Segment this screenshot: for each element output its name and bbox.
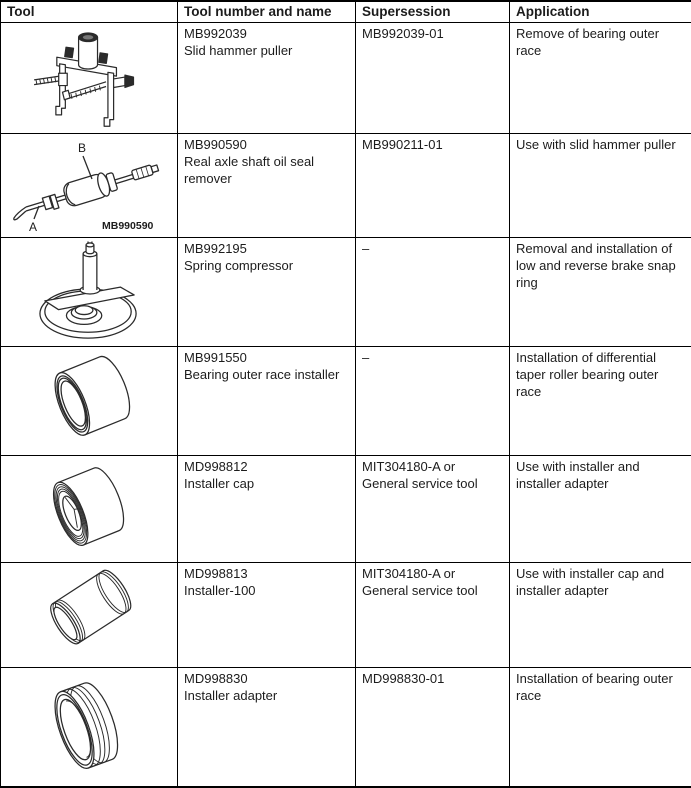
callout-label-a: A xyxy=(29,220,37,234)
application-cell: Installation of differential taper roller bearing outer race xyxy=(510,347,691,456)
tool-number-cell xyxy=(178,456,356,563)
table-row xyxy=(1,23,691,134)
tool-number-cell xyxy=(178,347,356,456)
tool-number: MD998813 xyxy=(184,565,351,582)
tool-number: MD998830 xyxy=(184,670,351,687)
spring-compressor-icon xyxy=(24,240,154,344)
supersession-cell: MIT304180-A or General service tool xyxy=(356,456,510,563)
tool-name: Spring compressor xyxy=(184,257,351,274)
tool-illustration-cell xyxy=(1,134,178,238)
application-cell: Use with slid hammer puller xyxy=(510,134,691,238)
application-cell: Remove of bearing outer race xyxy=(510,23,691,134)
tool-illustration-cell xyxy=(1,347,178,456)
table-row xyxy=(1,134,691,238)
callout-label-b: B xyxy=(78,141,86,155)
installer-adapter-icon xyxy=(24,670,154,784)
application-cell: Installation of bearing outer race xyxy=(510,668,691,788)
tool-illustration-cell xyxy=(1,238,178,347)
supersession-cell: MD998830-01 xyxy=(356,668,510,788)
application-cell: Use with installer cap and installer adapter xyxy=(510,563,691,668)
supersession-cell: – xyxy=(356,347,510,456)
table-row xyxy=(1,563,691,668)
table-row xyxy=(1,456,691,563)
supersession-cell: MB992039-01 xyxy=(356,23,510,134)
oil-seal-remover-icon xyxy=(4,137,174,235)
tool-illustration-cell xyxy=(1,563,178,668)
tool-number-cell xyxy=(178,238,356,347)
tool-illustration-cell xyxy=(1,456,178,563)
table-row xyxy=(1,668,691,788)
tool-number-cell xyxy=(178,23,356,134)
tool-number: MB992039 xyxy=(184,25,351,42)
tool-number: MB990590 xyxy=(184,136,351,153)
column-header-supersession: Supersession xyxy=(356,1,510,23)
application-cell: Removal and installation of low and reverse brake snap ring xyxy=(510,238,691,347)
tool-number: MD998812 xyxy=(184,458,351,475)
tool-illustration-cell xyxy=(1,23,178,134)
supersession-cell: – xyxy=(356,238,510,347)
tool-name: Installer adapter xyxy=(184,687,351,704)
tool-name: Installer-100 xyxy=(184,582,351,599)
tool-number-cell xyxy=(178,668,356,788)
tool-number: MB992195 xyxy=(184,240,351,257)
tool-name: Installer cap xyxy=(184,475,351,492)
installer-cap-icon xyxy=(24,458,154,560)
table-row xyxy=(1,238,691,347)
header-row xyxy=(1,1,691,23)
column-header-tool-number: Tool number and name xyxy=(178,1,356,23)
tool-number-cell xyxy=(178,134,356,238)
tool-illustration-cell xyxy=(1,668,178,788)
supersession-cell: MIT304180-A or General service tool xyxy=(356,563,510,668)
slide-hammer-puller-icon xyxy=(14,25,164,131)
tool-number: MB991550 xyxy=(184,349,351,366)
supersession-cell: MB990211-01 xyxy=(356,134,510,238)
tool-name: Bearing outer race installer xyxy=(184,366,351,383)
illustration-part-number: MB990590 xyxy=(102,220,154,232)
installer-100-icon xyxy=(24,565,154,665)
bearing-outer-race-installer-icon xyxy=(24,349,154,453)
table-row xyxy=(1,347,691,456)
tool-number-cell xyxy=(178,563,356,668)
column-header-application: Application xyxy=(510,1,691,23)
application-cell: Use with installer and installer adapter xyxy=(510,456,691,563)
tool-name: Real axle shaft oil seal remover xyxy=(184,153,351,187)
column-header-tool: Tool xyxy=(1,1,178,23)
tool-name: Slid hammer puller xyxy=(184,42,351,59)
